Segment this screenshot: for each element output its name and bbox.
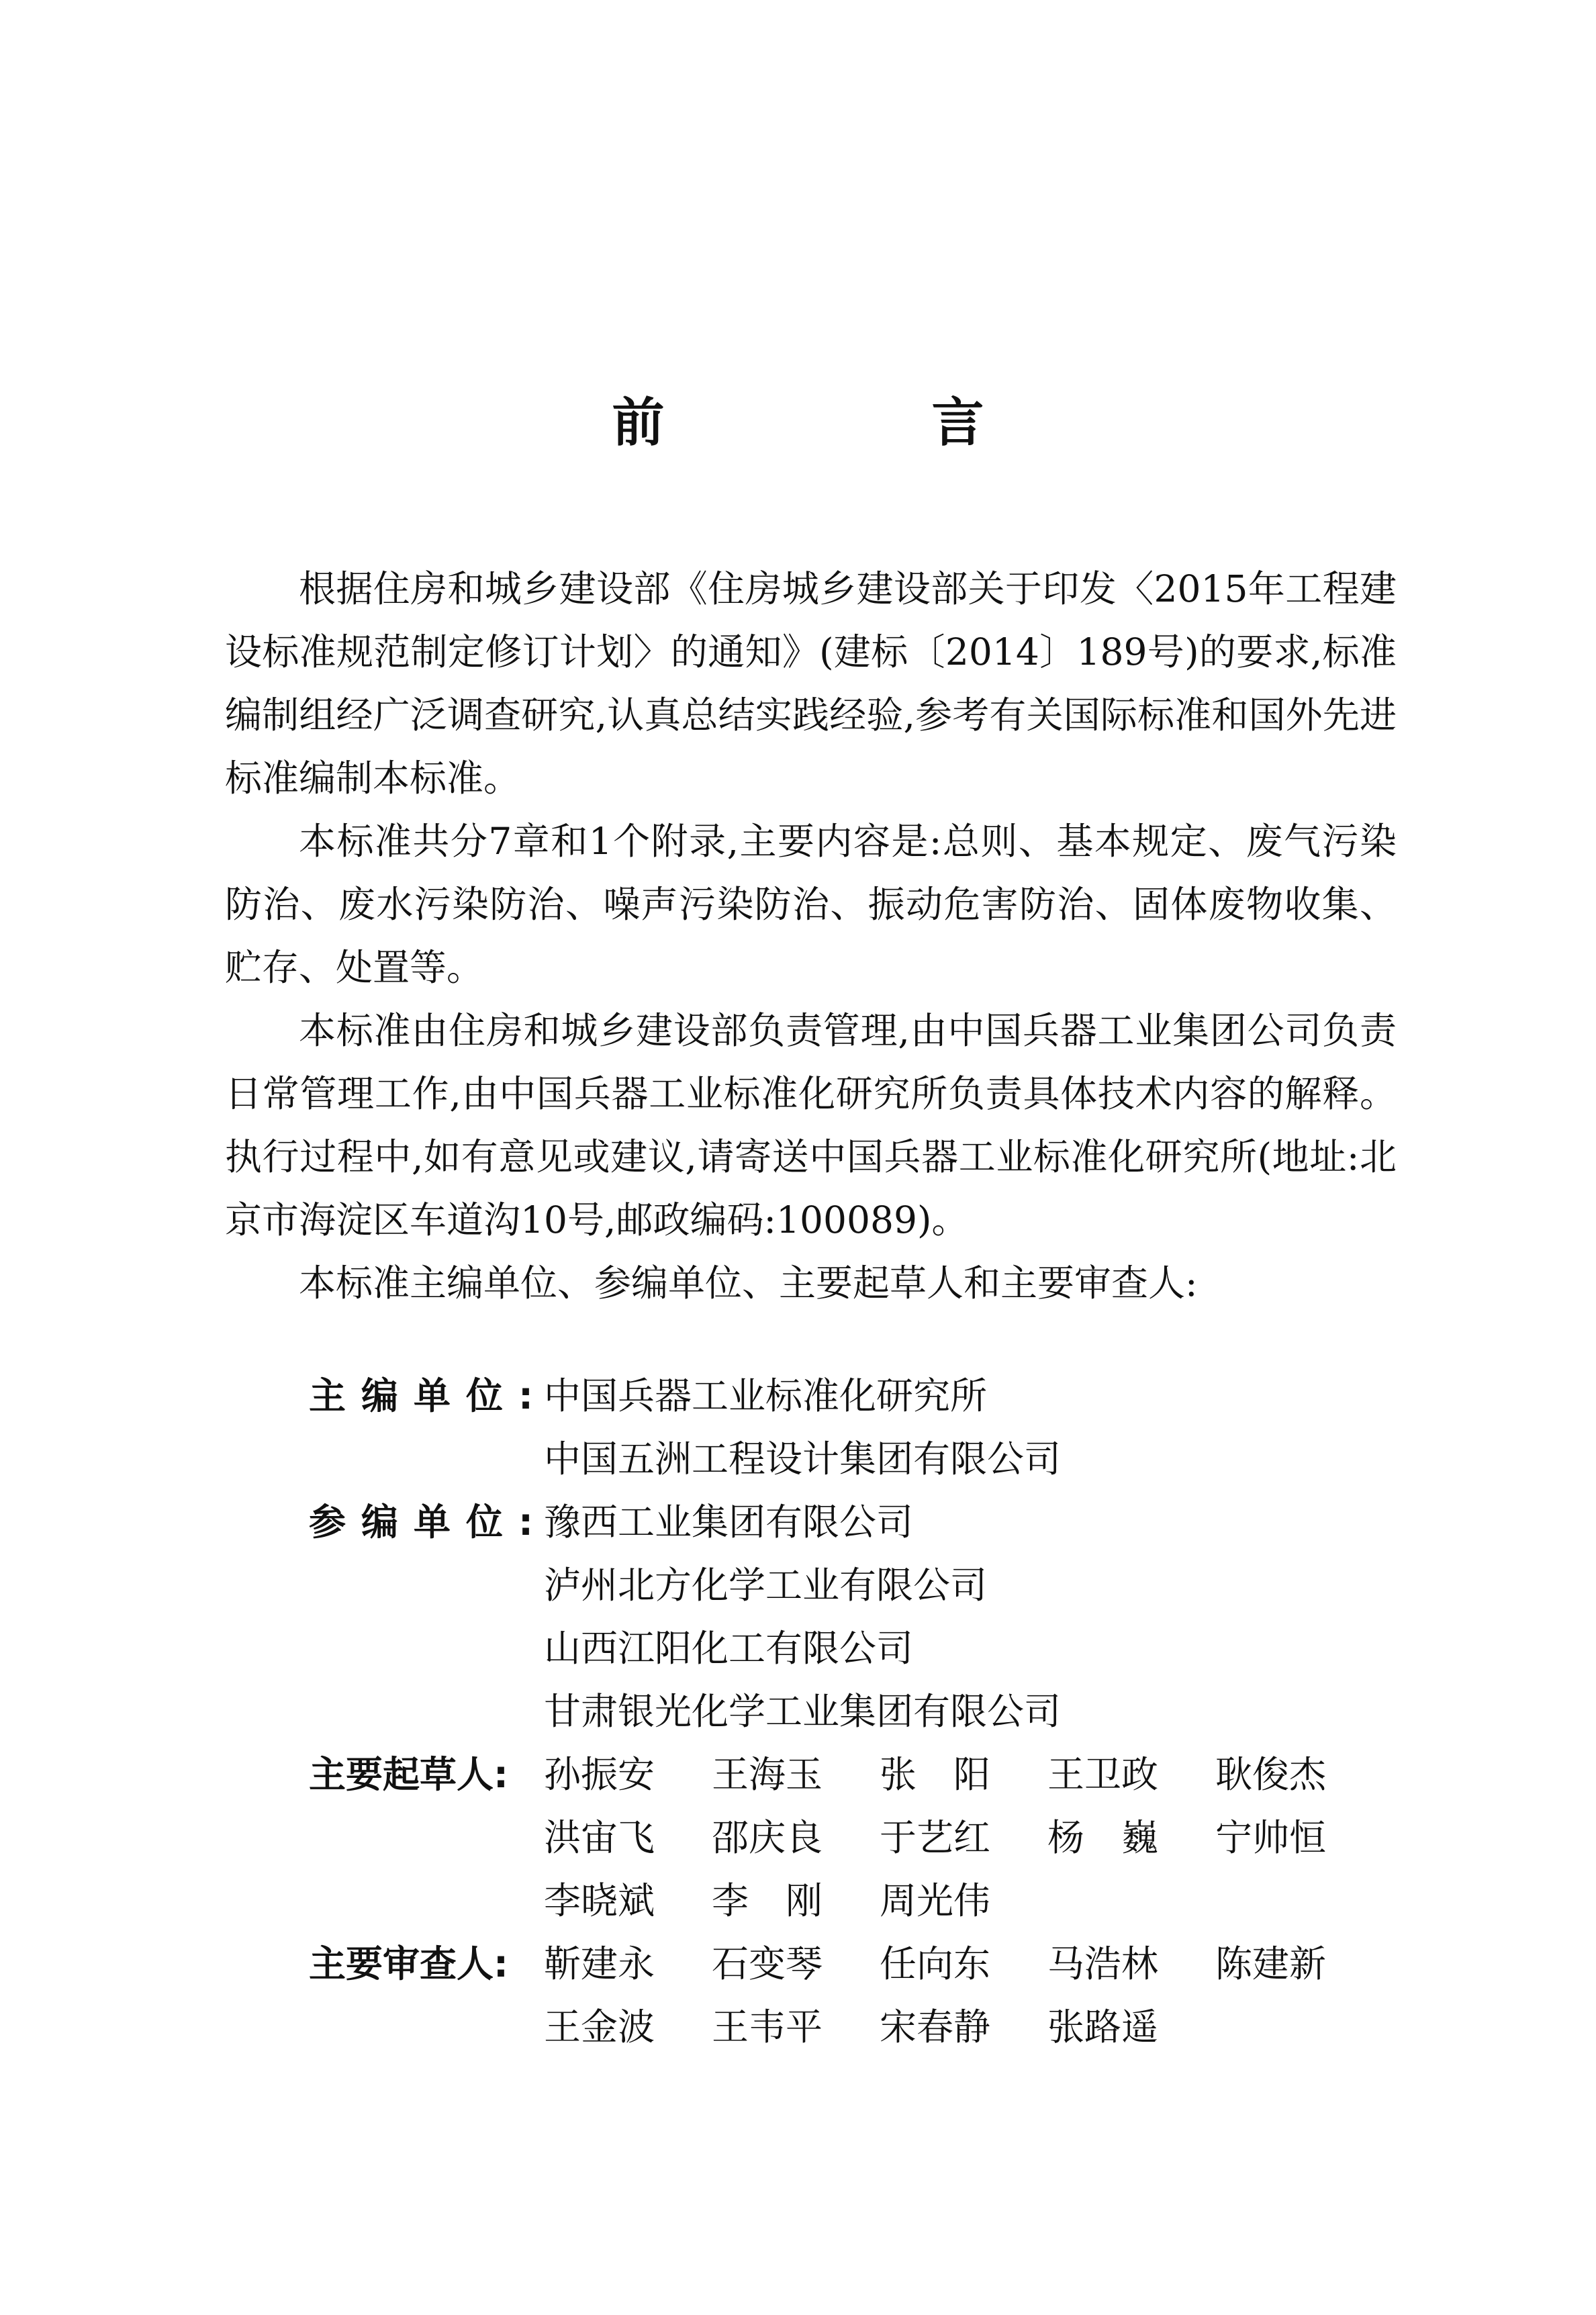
chief-editor-units-list [544,1364,1383,1491]
person-name: 张路遥 [1047,2005,1159,2048]
org-item: 中国兵器工业标准化研究所 [544,1374,988,1417]
main-reviewers-label [309,1932,544,1995]
paragraph-units-intro: 本标准主编单位、参编单位、主要起草人和主要审查人: [299,1262,1198,1305]
person-name: 石变琴 [712,1942,823,1985]
main-drafters-label [309,1743,544,1806]
foreword-body [225,557,1397,1315]
paragraph-management: 本标准由住房和城乡建设部负责管理,由中国兵器工业集团公司负责日常管理工作,由中国兵器工业标准化研究所负责具体技术内容的解释。执行过程中,如有意见或建议,请寄送中国兵器工业标准化研究所(地址:北京市海淀区车道沟10号,邮政编码:100089)。 [225,1009,1397,1241]
person-name: 王海玉 [712,1753,823,1796]
person-name: 靳建永 [544,1942,655,1985]
chief-editor-units-label [309,1364,549,1427]
label-text: 参编单位: [309,1501,549,1544]
paragraph-contents: 本标准共分7章和1个附录,主要内容是:总则、基本规定、废气污染防治、废水污染防治、噪声污染防治、振动危害防治、固体废物收集、贮存、处置等。 [225,820,1397,989]
main-reviewers-row [309,1932,1383,2059]
label-text: 主要起草人: [309,1753,508,1796]
main-drafters-list [544,1743,1383,1932]
person-name: 邵庆良 [712,1816,823,1859]
contributors-block [309,1364,1383,2059]
person-name: 王卫政 [1047,1753,1159,1796]
participating-units-row [309,1491,1383,1743]
main-reviewers-list [544,1932,1383,2059]
org-item: 泸州北方化学工业有限公司 [544,1564,988,1607]
participating-units-list [544,1491,1383,1743]
page-title: 前 言 [612,393,1092,453]
person-name: 洪宙飞 [544,1816,655,1859]
person-name: 王韦平 [712,2005,823,2048]
label-text: 主编单位: [309,1374,549,1417]
label-text: 主要审查人: [309,1942,508,1985]
person-name: 李 刚 [712,1879,823,1922]
person-name: 孙振安 [544,1753,655,1796]
chief-editor-units-row [309,1364,1383,1491]
person-name: 陈建新 [1215,1942,1327,1985]
person-name: 耿俊杰 [1215,1753,1327,1796]
org-item: 山西江阳化工有限公司 [544,1627,914,1670]
org-item: 中国五洲工程设计集团有限公司 [544,1437,1062,1480]
person-name: 周光伟 [880,1879,991,1922]
person-name: 于艺红 [880,1816,991,1859]
participating-units-label [309,1491,549,1554]
person-name: 宁帅恒 [1215,1816,1327,1859]
org-item: 甘肃银光化学工业集团有限公司 [544,1690,1062,1733]
main-drafters-row [309,1743,1383,1932]
person-name: 王金波 [544,2005,655,2048]
paragraph-background: 根据住房和城乡建设部《住房城乡建设部关于印发〈2015年工程建设标准规范制定修订计划〉的通知》(建标〔2014〕189号)的要求,标准编制组经广泛调查研究,认真总结实践经验,参考有关国际标准和国外先进标准编制本标准。 [225,567,1397,800]
person-name: 张 阳 [880,1753,991,1796]
person-name: 马浩林 [1047,1942,1159,1985]
org-item: 豫西工业集团有限公司 [544,1501,914,1544]
person-name: 李晓斌 [544,1879,655,1922]
person-name: 杨 巍 [1047,1816,1159,1859]
person-name: 宋春静 [880,2005,991,2048]
person-name: 任向东 [880,1942,991,1985]
